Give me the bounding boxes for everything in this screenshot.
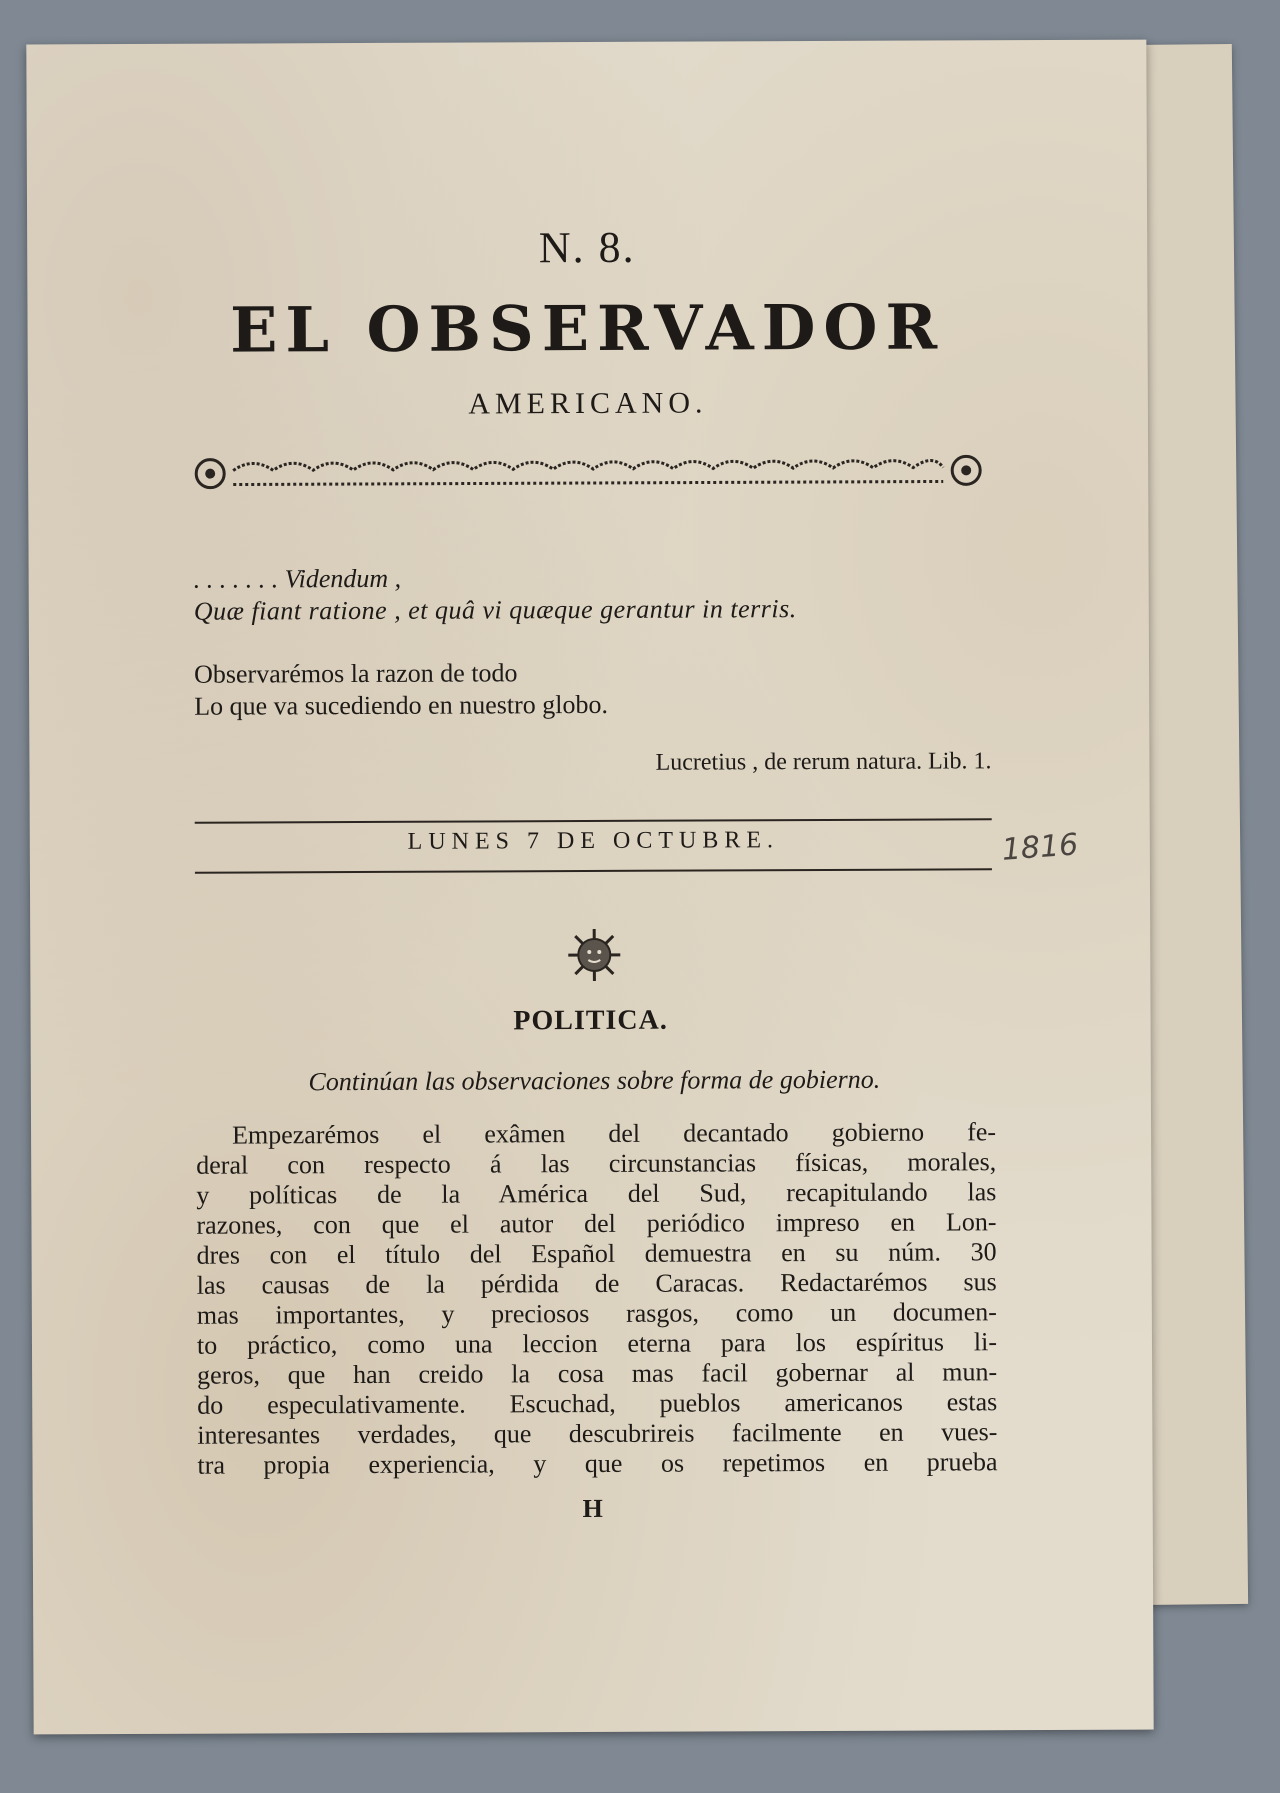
body-line: interesantes verdades, que descubrireis facilmente en vues-: [197, 1417, 998, 1450]
body-line: to práctico, como una leccion eterna para los espíritus li-: [196, 1327, 998, 1360]
body-line: razones, con que el autor del periódico impreso en Lon-: [196, 1207, 997, 1240]
article-body: [196, 1117, 998, 1480]
section-title: POLITICA.: [513, 1004, 668, 1037]
body-line: y políticas de la América del Sud, recapitulando las: [196, 1177, 997, 1210]
newspaper-title: EL OBSERVADOR: [229, 290, 946, 367]
body-line: geros, que han creido la cosa mas facil gobernar al mun-: [197, 1357, 998, 1390]
divider: [195, 868, 992, 873]
body-line: tra propia experiencia, y que os repetimos en prueba: [197, 1447, 998, 1480]
decorative-border-icon: [188, 445, 988, 498]
issue-number: N. 8.: [538, 222, 636, 273]
signature-mark: H: [582, 1493, 603, 1524]
sun-face-icon: [566, 927, 622, 983]
body-line: Empezarémos el exâmen del decantado gobierno fe-: [232, 1117, 997, 1150]
handwritten-year-note: 1816: [1000, 827, 1080, 868]
divider: [195, 818, 992, 823]
article-subtitle: Continúan las observaciones sobre forma de gobierno.: [308, 1064, 881, 1097]
issue-date: LUNES 7 DE OCTUBRE.: [407, 827, 780, 855]
latin-epigraph-line: Quæ fiant ratione , et quâ vi quæque gerantur in terris.: [193, 594, 797, 626]
spanish-epigraph-line: Lo que va sucediendo en nuestro globo.: [194, 689, 609, 721]
body-line: deral con respecto á las circunstancias físicas, morales,: [196, 1147, 997, 1180]
body-line: las causas de la pérdida de Caracas. Redactarémos sus: [196, 1267, 997, 1300]
newspaper-subtitle: AMERICANO.: [468, 386, 708, 421]
latin-epigraph: [194, 560, 994, 627]
epigraph-attribution: Lucretius , de rerum natura. Lib. 1.: [655, 748, 992, 776]
body-line: do especulativamente. Escuchad, pueblos americanos estas: [197, 1387, 998, 1420]
body-line: mas importantes, y preciosos rasgos, como un documen-: [196, 1297, 997, 1330]
spanish-epigraph: [194, 655, 994, 722]
body-line: dres con el título del Español demuestra en su núm. 30: [196, 1237, 997, 1270]
latin-epigraph-line: . . . . . . . Videndum ,: [193, 563, 402, 594]
newspaper-page: [26, 40, 1153, 1735]
spanish-epigraph-line: Observarémos la razon de todo: [194, 658, 518, 689]
